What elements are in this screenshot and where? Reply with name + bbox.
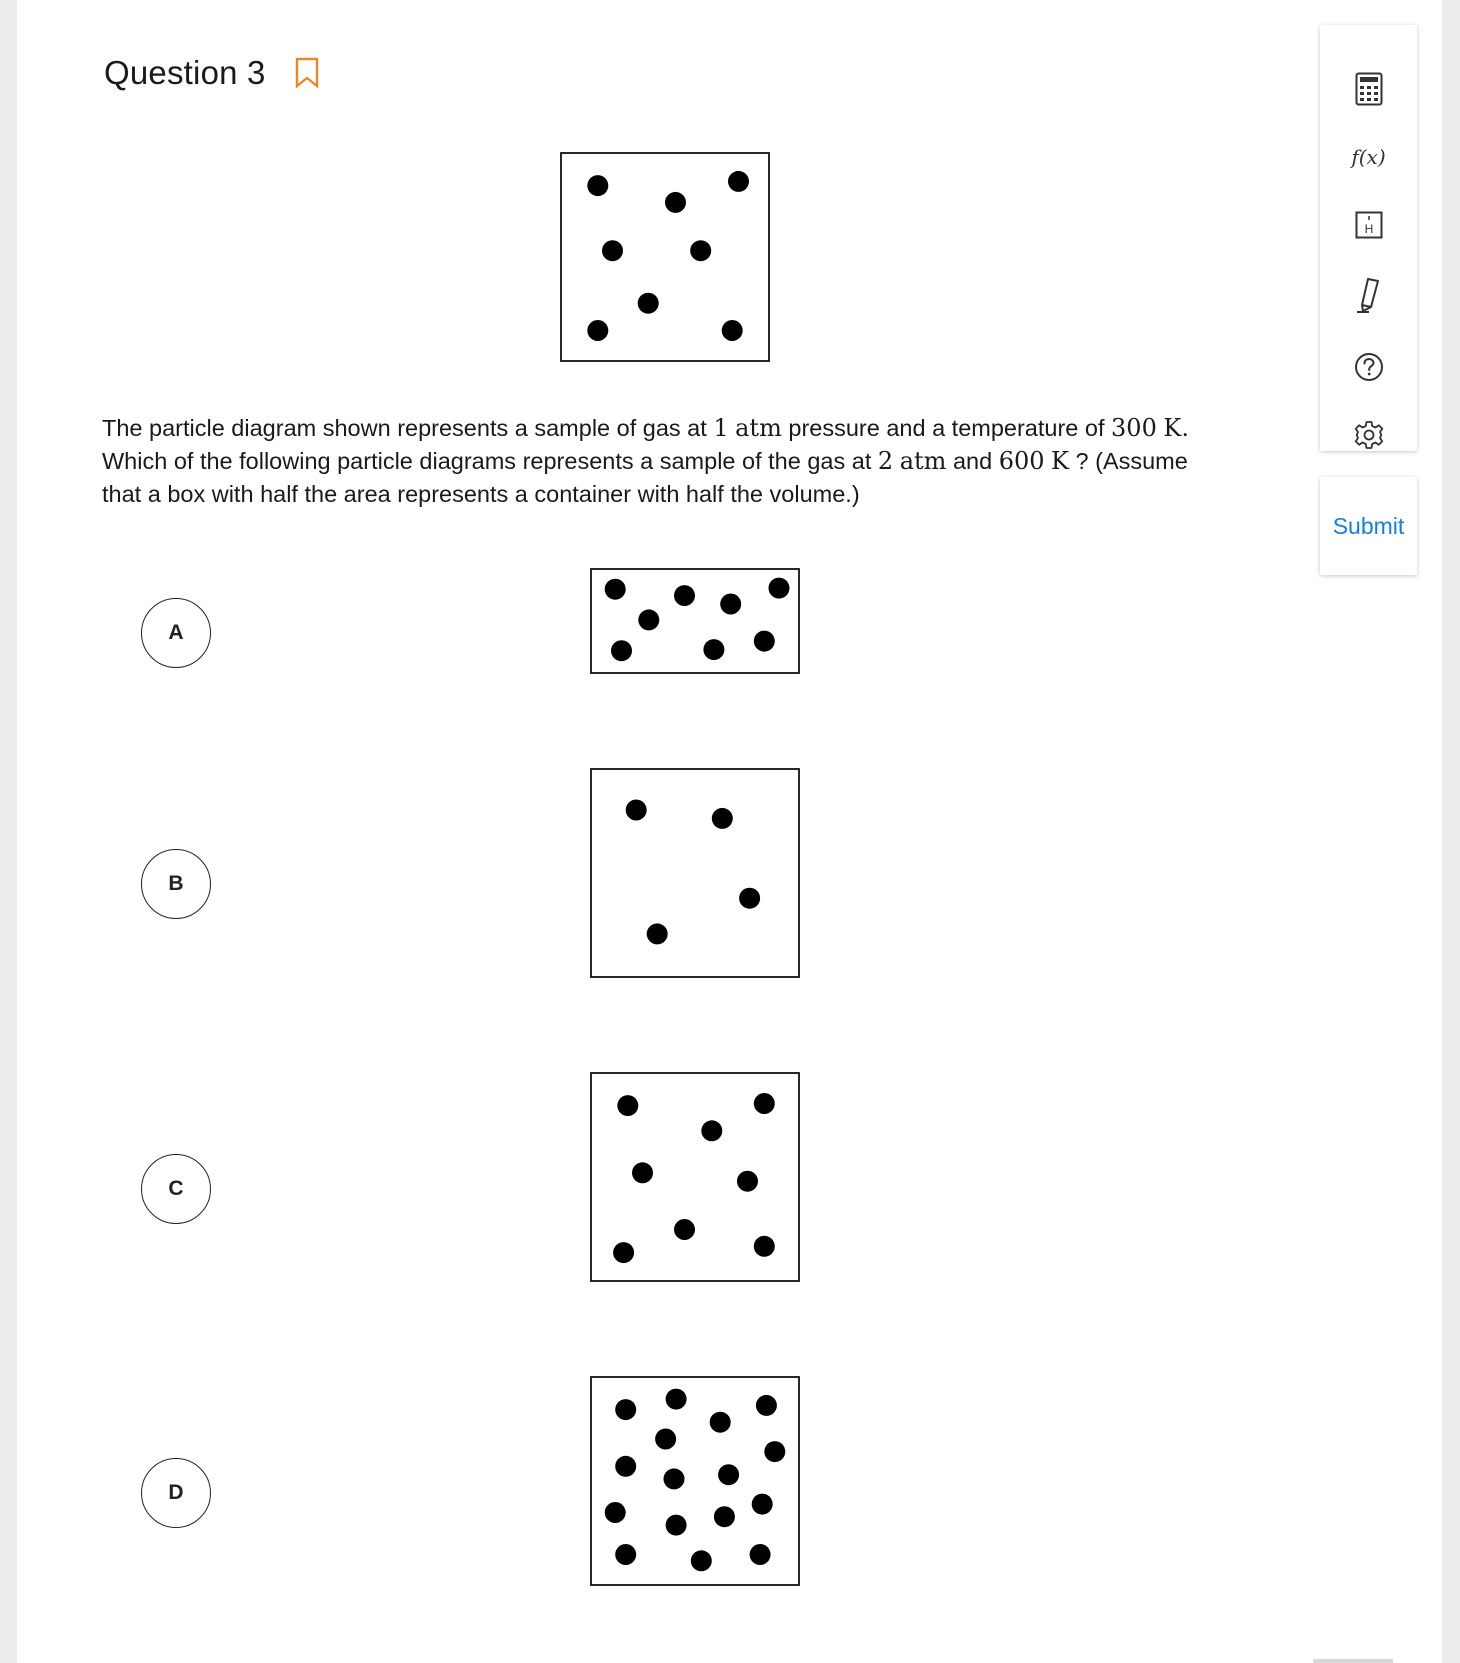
gas-particle [691,1550,712,1571]
function-icon: f(x) [1351,145,1386,169]
prompt-text: that a box with half the area represents a container with half the volume.) [102,481,860,507]
option-a-button[interactable]: A [141,598,211,668]
gas-particle [720,594,741,615]
option-d-button[interactable]: D [141,1458,211,1528]
gas-particle [638,293,659,314]
gas-particle [754,631,775,652]
option-b-particle-diagram [590,768,800,978]
gas-particle [754,1093,775,1114]
gas-particle [613,1242,634,1263]
gas-particle [752,1494,773,1515]
gas-particle [722,320,743,341]
option-c-button[interactable]: C [141,1154,211,1224]
gas-particle [674,585,695,606]
question-circle-icon [1354,352,1384,382]
periodic-table-icon [1355,211,1383,239]
gas-particle [638,609,659,630]
scratchpad-button[interactable] [1320,267,1417,323]
gas-particle [611,640,632,661]
pressure-value-2: 2 [877,447,894,475]
gas-particle [710,1412,731,1433]
pressure-unit-1: atm [735,414,782,442]
calculator-button[interactable] [1320,61,1417,117]
question-title: Question 3 [104,54,266,91]
pressure-unit-2: atm [899,447,947,475]
gas-particle [605,1502,626,1523]
gas-particle [750,1544,771,1565]
gas-particle [674,1219,695,1240]
calculator-icon [1355,72,1383,106]
prompt-period: . [1181,414,1189,442]
pencil-icon [1354,275,1384,315]
gas-particle [647,923,668,944]
gas-particle [666,1515,687,1536]
gas-particle [714,1506,735,1527]
gas-particle [602,240,623,261]
temperature-unit-1: K [1163,414,1182,442]
gas-particle [712,808,733,829]
gas-particle [626,800,647,821]
gas-particle [665,192,686,213]
gas-particle [587,320,608,341]
gas-particle [739,888,760,909]
gas-particle [769,578,790,599]
gas-particle [615,1399,636,1420]
gas-particle [728,171,749,192]
gas-particle [617,1095,638,1116]
tools-toolbar [1320,25,1417,451]
gas-particle [754,1236,775,1257]
gas-particle [666,1389,687,1410]
option-b-button[interactable]: B [141,849,211,919]
gas-particle [605,579,626,600]
temperature-unit-2: K [1051,447,1069,475]
temperature-value-1: 300 [1111,414,1157,442]
help-button[interactable] [1320,339,1417,395]
gas-particle [615,1544,636,1565]
gear-icon [1353,419,1385,451]
submit-button[interactable]: Submit [1332,512,1405,539]
gas-particle [756,1395,777,1416]
option-a-particle-diagram [590,568,800,674]
gas-particle [690,240,711,261]
gas-particle [718,1464,739,1485]
question-page [17,0,1442,1663]
temperature-value-2: 600 [998,447,1045,475]
prompt-text: and [946,448,999,474]
periodic-table-button[interactable] [1320,197,1417,253]
gas-particle [764,1441,785,1462]
prompt-text: Which of the following particle diagrams represents a sample of the gas at [102,448,878,474]
gas-particle [737,1171,758,1192]
gas-particle [703,639,724,660]
bookmark-icon[interactable] [294,57,320,89]
svg-text:H: H [1364,222,1373,236]
gas-particle [615,1456,636,1477]
gas-particle [632,1162,653,1183]
gas-particle [701,1120,722,1141]
container-box [591,769,799,977]
submit-card [1320,477,1417,575]
question-prompt [102,412,1262,511]
formula-button[interactable] [1320,129,1417,185]
prompt-text: The particle diagram shown represents a sample of gas at [102,415,714,441]
gas-particle [655,1429,676,1450]
option-d-particle-diagram [590,1376,800,1586]
pressure-value-1: 1 [713,414,729,442]
gas-particle [587,175,608,196]
prompt-text: pressure and a temperature of [781,415,1112,441]
question-header [104,54,320,92]
scroll-hint [1313,1659,1393,1663]
settings-button[interactable] [1320,407,1417,463]
reference-particle-diagram [560,152,770,362]
prompt-text: ? (Assume [1068,448,1188,474]
option-c-particle-diagram [590,1072,800,1282]
gas-particle [664,1468,685,1489]
